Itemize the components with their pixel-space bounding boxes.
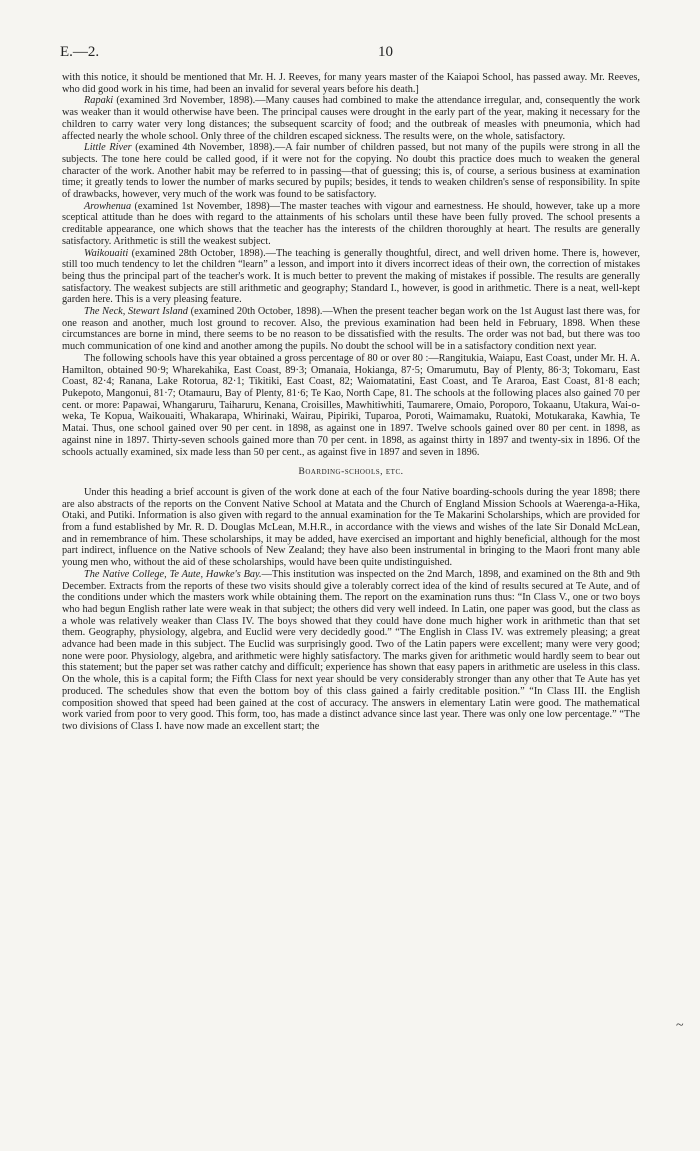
page-number: 10: [378, 44, 393, 60]
report-reference: E.—2.: [60, 44, 100, 60]
body-text: [62, 72, 640, 733]
paragraph-te-aute: The Native College, Te Aute, Hawke's Bay.—This institution was inspected on the 2nd March, 1898, and examined on the 8th and 9th December. Extracts from the reports of these two visits should give a tolerably correct idea of the kind of results secured at Te Aute, and of the conditions under which the masters work while obtaining them. The report on the examination runs thus: “In Class V., one or two boys who had begun English rather late were weak in that subject; the others did very well indeed. In Latin, one paper was good, but the class as a whole was relatively weaker than Class IV. The boys showed that they could have done much higher work in arithmetic than that set them. Geography, physiology, algebra, and Euclid were very decidedly good.” “The English in Class IV. was extremely pleasing; a great advance had been made in this subject. The Euclid was surprisingly good. Two of the Latin papers were excellent; many were very good; none were poor. Physiology, algebra, and arithmetic were highly satisfactory. The marks given for arithmetic would hardly seem to bear out this statement; but the paper set was rather catchy and difficult; experience has shown that easy papers in arithmetic are useless in this class. On the whole, this is a capital form; the Fifth Class for next year should be very considerably stronger than any other that Te Aute has yet produced. The schedules show that even the bottom boy of this class gained a fairly creditable position.” “In Class III. the English composition showed that speed had been gained at the cost of accuracy. The answers in elementary Latin were good. The mathematical work varied from poor to very good. This form, too, has made a distinct advance since last year. There was only one low percentage.” “The two divisions of Class I. have now made an excellent start; the: [62, 568, 640, 732]
paragraph-arowhenua: Arowhenua (examined 1st November, 1898)—The master teaches with vigour and earnestness. He should, however, take up a more sceptical attitude than he does with regard to the attainments of his scholars until these have been fully proved. The school presents a creditable appearance, one which shows that the teacher has the interests of the children thoroughly at heart. The results are generally satisfactory. Arithmetic is still the weakest subject.: [62, 200, 640, 247]
school-name: Rapaki: [84, 95, 114, 107]
school-name: Waikouaiti: [84, 247, 129, 259]
school-name: The Native College, Te Aute, Hawke's Bay.: [84, 568, 262, 580]
paragraph-waikouaiti: Waikouaiti (examined 28th October, 1898).—The teaching is generally thoughtful, direct, and well driven home. There is, however, still too much tendency to let the children “learn” a lesson, and import into it divers incorrect ideas of their own, the correction of mistakes being thus the principal part of the teacher's work. It is much better to prevent the making of mistakes if possible. The results are generally satisfactory. The weakest subjects are still arithmetic and geography; Standard I., however, is good in arithmetic. There is a neat, well-kept garden here. This is a very pleasing feature.: [62, 247, 640, 306]
margin-mark: ~: [676, 1018, 684, 1033]
school-name: The Neck, Stewart Island: [84, 306, 188, 318]
paragraph-the-neck: The Neck, Stewart Island (examined 20th October, 1898).—When the present teacher began work on the 1st August last there was, for one reason and another, much lost ground to recover. Also, the previous examination had been held in February, 1898. When these circumstances are borne in mind, there seems to be no reason to be dissatisfied with the results. The order was not bad, but there was too much communication of one kind and another among the pupils. No doubt the school will be in a satisfactory condition next year.: [62, 306, 640, 353]
section-heading: Boarding-schools, etc.: [298, 467, 404, 478]
paragraph-kaiapoi-note: with this notice, it should be mentioned that Mr. H. J. Reeves, for many years master of the Kaiapoi School, has passed away. Mr. Reeves, who did good work in his time, had been an invalid for several years before his death.]: [62, 72, 640, 95]
paragraph-percentages: The following schools have this year obtained a gross percentage of 80 or over 80 :—Rangitukia, Waiapu, East Coast, under Mr. H. A. Hamilton, obtained 90·9; Wharekahika, East Coast, 89·3; Omanaia, Hokianga, 87·5; Omarumutu, Bay of Plenty, 86·3; Tokomaru, East Coast, 82·4; Ranana, Lake Rotorua, 82·1; Tikitiki, East Coast, 82; Waiomatatini, East Coast, and Te Araroa, East Coast, 81·8 each; Pukepoto, Mangonui, 81·7; Otamauru, Bay of Plenty, 81·6; Te Kao, North Cape, 81. The schools at the following places also gained 70 per cent. or more: Papawai, Whangaruru, Taiharuru, Kenana, Croisilles, Mawhitiwhiti, Taumarere, Omaio, Poroporo, Tokaanu, Utakura, Wai-o-weka, Te Kopua, Waikouaiti, Whakarapa, Whirinaki, Wairau, Pipiriki, Tuparoa, Poroti, Waimamaku, Ruatoki, Motukaraka, Kawhia, Te Matai. Thus, one school gained over 90 per cent. in 1898, as against one in 1897. Twelve schools gained over 80 per cent. in 1898, as against nine in 1897. Thirty-seven schools gained more than 70 per cent. in 1898, as against thirty in 1897 and twenty-six in 1896. Of the schools actually examined, six made less than 50 per cent., as against five in 1897 and seven in 1896.: [62, 352, 640, 458]
page-header: [60, 44, 640, 64]
paragraph-boarding-schools: Under this heading a brief account is given of the work done at each of the four Native boarding-schools during the year 1898; there are also abstracts of the reports on the Convent Native School at Matata and the Church of England Mission Schools at Waerenga-a-Hika, Otaki, and Putiki. Information is also given with regard to the annual examination for the Te Makarini Scholarships, which are provided for from a fund established by Mr. R. D. Douglas McLean, M.H.R., in accordance with the views and wishes of the late Sir Donald McLean, and in remembrance of him. These scholarships, it may be added, have exercised an important and highly beneficial, although for the most part indirect, influence on the Native schools of New Zealand; they have also been instrumental in bringing to the Maori front many able young men who, without the aid of these scholarships, would have been quite undistinguished.: [62, 486, 640, 569]
school-name: Little River: [84, 142, 132, 154]
school-name: Arowhenua: [84, 200, 132, 212]
paragraph-rapaki: Rapaki (examined 3rd November, 1898).—Many causes had combined to make the attendance irregular, and, consequently the work was weaker than it would otherwise have been. The principal causes were drought in the early part of the year, making it necessary for the children to carry water very long distances; the subsequent scarcity of food; and the outbreak of measles with pneumonia, which had affected nearly the whole school. Only three of the children escaped sickness. The results were, on the whole, satisfactory.: [62, 95, 640, 142]
paragraph-little-river: Little River (examined 4th November, 1898).—A fair number of children passed, but not many of the pupils were strong in all the subjects. The tone here could be called good, if it were not for the copying. No doubt this practice does much to weaken the general character of the work. Another habit may be referred to in passing—that of guessing; this is, of course, a serious business at examination time; it greatly tends to lower the number of marks secured by pupils; besides, it tends to weaken children's sense of responsibility. In spite of drawbacks, however, very much of the work was found to be satisfactory.: [62, 142, 640, 201]
